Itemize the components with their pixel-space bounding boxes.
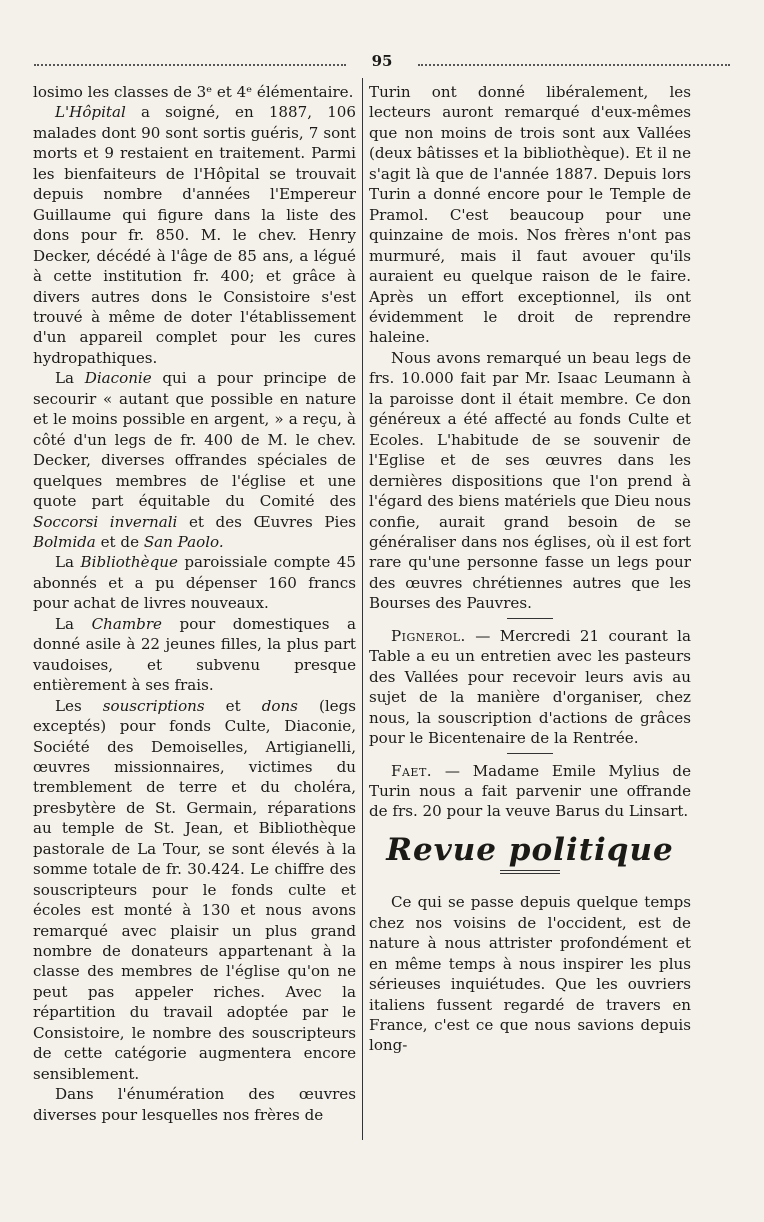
text: et de <box>95 532 144 551</box>
text: La <box>55 614 92 633</box>
emphasis: Chambre <box>91 614 162 633</box>
emphasis: San Paolo. <box>143 532 224 551</box>
paragraph-diaconie <box>33 368 356 552</box>
paragraph-revue <box>369 892 691 1056</box>
text: losimo les classes de 3ᵉ et 4ᵉ élémentaire. <box>33 83 354 101</box>
text: Nous avons remarqué un beau legs de frs. 10.000 fait par Mr. Isaac Leumann à la paroisse dont il était membre. Ce don généreux a été affecté au fonds Culte et Ecoles. L'habitude de se souvenir de l'Eglise et de ses œuvres dans les dernières dispositions que l'on prend à l'égard des biens matériels que Dieu nous confie, aurait grand besoin de se généraliser dans nos églises, où il est fort rare qu'une personne fasse un legs pour des œuvres chrétiennes autres que les Bourses des Pauvres. <box>369 348 691 613</box>
text: Les <box>55 696 103 715</box>
text: (legs exceptés) pour fonds Culte, Diaconie, Société des Demoiselles, Artigianelli, œuvres missionnaires, victimes du tremblement de terre et du choléra, presbytère de St. Germain, réparations au temple de St. Jean, et Bibliothèque pastorale de La Tour, se sont élevés à la somme totale de fr. 30.424. Le chiffre des souscripteurs pour le fonds culte et écoles est monté à 130 et nous avons remarqué avec plaisir un plus grand nombre de donateurs appartenant à la classe des membres de l'église qu'on ne peut pas appeler riches. Avec la répartition du travail adoptée par le Consistoire, le nombre des souscripteurs de cette catégorie augmentera encore sensiblement. <box>33 696 357 1083</box>
text: La <box>55 369 85 388</box>
paragraph-bibliotheque <box>33 552 356 613</box>
text: — Madame Emile Mylius de Turin nous a fait parvenir une offrande de frs. 20 pour la veuve Barus du Linsart. <box>369 761 691 821</box>
emphasis: Diaconie <box>84 369 152 388</box>
paragraph-hopital <box>33 102 356 368</box>
page-number: 95 <box>371 52 393 70</box>
paragraph-chambre <box>33 614 356 696</box>
text: et <box>204 696 262 715</box>
right-column <box>369 82 691 1056</box>
left-column <box>33 82 356 1125</box>
paragraph-faet <box>369 761 691 822</box>
dateline-label: Pignerol. <box>391 626 466 645</box>
text: Turin ont donné libéralement, les lecteurs auront remarqué d'eux-mêmes que non moins de trois sont aux Vallées (deux bâtisses et la bibliothèque). Et il ne s'agit là que de l'année 1887. Depuis lors Turin a donné encore pour le Temple de Pramol. C'est beaucoup pour une quinzaine de mois. Nos frères n'ont pas murmuré, mais il faut avouer qu'ils auraient eu quelque raison de le faire. Après un effort exceptionnel, ils ont évidemment le droit de reprendre haleine. <box>369 83 691 347</box>
text: et des Œuvres Pies <box>177 512 357 531</box>
text: pour domestiques a donné asile à 22 jeunes filles, la plus part vaudoises, et subvenu presque entièrement à ses frais. <box>33 614 356 695</box>
title-ornament <box>500 870 560 874</box>
emphasis: Bibliothèque <box>80 553 178 572</box>
dateline-label: Faet. <box>391 761 433 780</box>
emphasis: souscriptions <box>102 696 205 715</box>
separator <box>507 753 553 755</box>
column-divider <box>362 78 363 1140</box>
paragraph <box>33 82 356 102</box>
emphasis: dons <box>261 696 298 715</box>
paragraph <box>33 1084 356 1125</box>
paragraph-legs <box>369 348 691 614</box>
emphasis: Soccorsi invernali <box>33 512 178 531</box>
header-rule-right <box>418 64 730 66</box>
section-title: Revue politique <box>386 831 674 868</box>
text: Dans l'énumération des œuvres diverses pour lesquelles nos frères de <box>33 1085 356 1124</box>
text: — Mercredi 21 courant la Table a eu un entretien avec les pasteurs des Vallées pour recevoir leurs avis au sujet de la manière d'organiser, chez nous, la souscription d'actions de grâces pour le Bicentenaire de la Rentrée. <box>369 626 691 748</box>
text: paroissiale compte 45 abonnés et a pu dépenser 160 francs pour achat de livres nouveaux. <box>33 553 356 613</box>
emphasis: Bolmida <box>33 532 96 551</box>
text: Ce qui se passe depuis quelque temps chez nos voisins de l'occident, est de nature à nous attrister profondément et en même temps à nous inspirer les plus sérieuses inquiétudes. Que les ouvriers italiens fussent regardé de travers en France, c'est ce que nous savions depuis long- <box>369 893 691 1055</box>
separator <box>507 618 553 620</box>
text: a soigné, en 1887, 106 malades dont 90 sont sortis guéris, 7 sont morts et 9 restaient en traitement. Parmi les bienfaiteurs de l'Hôpital se trouvait depuis nombre d'années l'Empereur Guillaume qui figure dans la liste des dons pour fr. 850. M. le chev. Henry Decker, décédé à l'âge de 85 ans, a légué à cette institution fr. 400; et grâce à divers autres dons le Consistoire s'est trouvé à même de doter l'établissement d'un appareil complet pour les cures hydropathiques. <box>33 103 356 367</box>
page-header <box>34 52 730 74</box>
paragraph-pignerol <box>369 626 691 749</box>
emphasis: L'Hôpital <box>55 103 126 122</box>
paragraph <box>369 82 691 348</box>
paragraph-souscriptions <box>33 696 356 1085</box>
text: La <box>55 553 81 572</box>
text: qui a pour principe de secourir « autant que possible en nature et le moins possible en argent, » a reçu, à côté d'un legs de fr. 400 de M. le chev. Decker, diverses offrandes spéciales de quelques membres de l'église et une quote part équitable du Comité des <box>33 369 356 511</box>
